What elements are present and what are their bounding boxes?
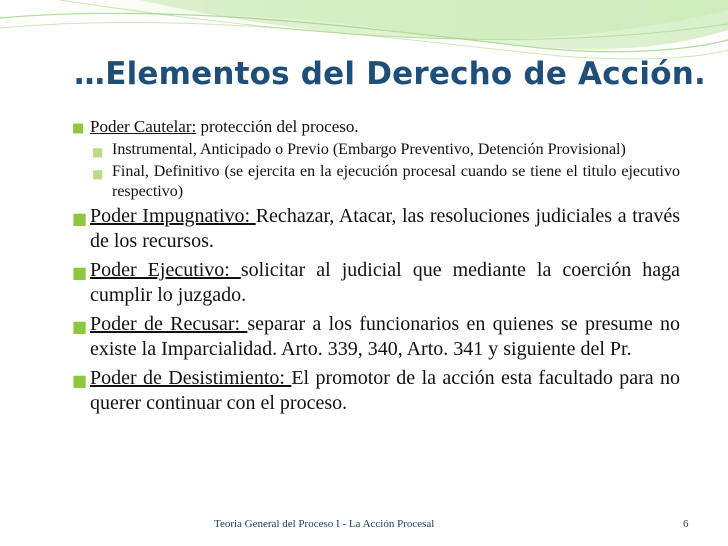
sub-bullet-icon: ■ [92,145,104,159]
sub-bullet-text: Instrumental, Anticipado o Previo (Embargo Preventivo, Detención Provisional) [112,141,626,158]
footer-text: Teoria General del Proceso I - La Acción Procesal [214,518,435,530]
bullet-term: Poder Impugnativo: [90,205,256,227]
slide-content [72,116,680,420]
sub-bullet-instrumental [92,140,680,160]
bullet-text: protección del proceso. [196,117,359,136]
bullet-text: solicitar al judicial que mediante la coerción haga cumplir lo juzgado. [90,259,680,306]
bullet-term: Poder de Recusar: [90,313,248,335]
bullet-poder-cautelar [72,116,680,138]
bullet-icon: ■ [72,263,88,282]
bullet-icon: ■ [72,317,88,336]
sub-bullet-icon: ■ [92,167,104,181]
bullet-icon: ■ [72,209,88,228]
bullet-icon: ■ [72,121,85,136]
bullet-poder-impugnativo [72,204,680,254]
bullet-text: Rechazar, Atacar, las resoluciones judiciales a través de los recursos. [90,205,680,252]
bullet-icon: ■ [72,371,88,390]
bullet-term: Poder de Desistimiento: [90,367,292,389]
bullet-term: Poder Ejecutivo: [90,259,241,281]
page-number: 6 [683,518,689,530]
bullet-poder-desistimiento [72,366,680,416]
bullet-text: El promotor de la acción esta facultado para no querer continuar con el proceso. [90,367,680,414]
bullet-poder-recusar [72,312,680,362]
slide-title: …Elementos del Derecho de Acción. [74,56,706,92]
bullet-poder-ejecutivo [72,258,680,308]
sub-bullet-text: Final, Definitivo (se ejercita en la ejecución procesal cuando se tiene el titulo ejecutivo respectivo) [112,163,680,200]
bullet-text: separar a los funcionarios en quienes se presume no existe la Imparcialidad. Arto. 339, 340, Arto. 341 y siguiente del Pr. [90,313,680,360]
sub-bullet-final [92,162,680,202]
bullet-term: Poder Cautelar: [90,117,197,136]
